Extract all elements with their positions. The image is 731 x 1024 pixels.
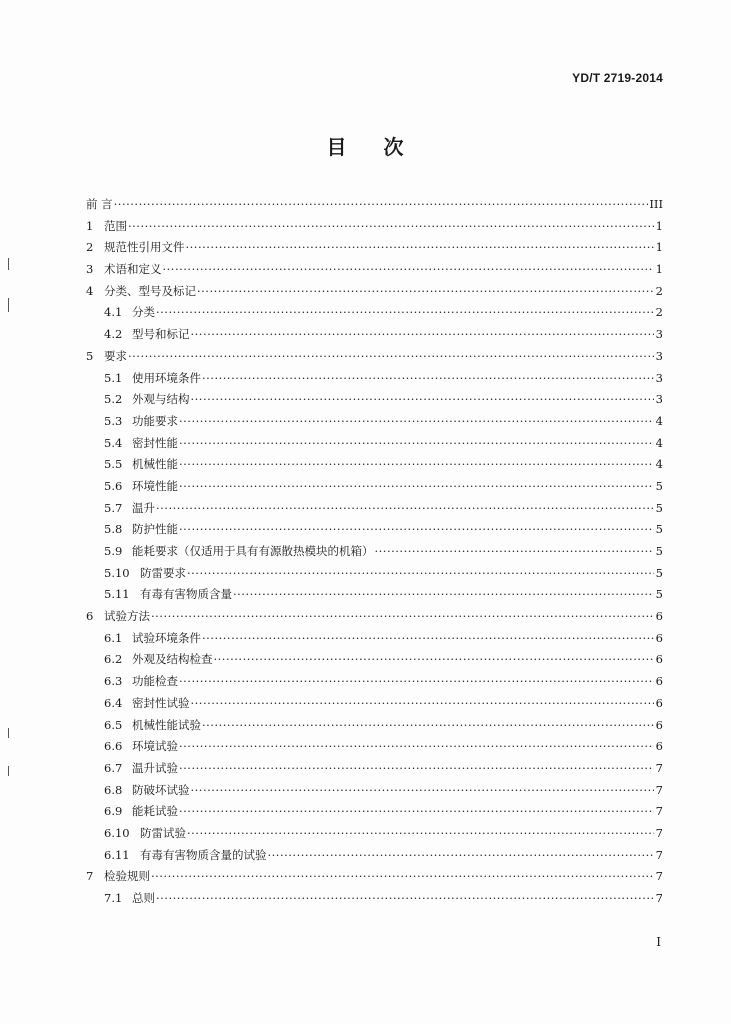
toc-entry-number: 4.1	[104, 305, 123, 320]
toc-leader-dots	[233, 584, 654, 606]
toc-entry[interactable]	[86, 801, 663, 823]
toc-entry-label: 检验规则	[104, 869, 150, 884]
toc-entry[interactable]	[86, 541, 663, 563]
table-of-contents	[86, 194, 663, 910]
toc-entry[interactable]	[86, 845, 663, 867]
toc-entry-page: 7	[655, 782, 663, 797]
toc-leader-dots	[151, 866, 654, 888]
toc-entry-page: 6	[655, 652, 663, 667]
toc-entry-label: 前 言	[86, 197, 113, 211]
toc-leader-dots	[163, 259, 655, 281]
toc-entry-number: 6	[86, 609, 94, 624]
toc-entry-number: 4.2	[104, 327, 123, 342]
toc-entry-page: 6	[655, 630, 663, 645]
toc-entry-page: 3	[655, 327, 663, 342]
toc-entry-label: 型号和标记	[132, 327, 190, 342]
toc-entry-number: 6.9	[104, 804, 123, 819]
toc-entry-number: 6.10	[104, 825, 130, 840]
toc-entry-label: 试验环境条件	[132, 630, 201, 645]
toc-entry-page: 7	[655, 869, 663, 884]
toc-entry-page: 7	[655, 760, 663, 775]
toc-entry-page: 2	[655, 283, 663, 298]
toc-entry[interactable]	[86, 368, 663, 390]
toc-entry-page: 5	[655, 587, 663, 602]
toc-entry[interactable]	[86, 324, 663, 346]
toc-entry-label: 术语和定义	[104, 262, 162, 277]
toc-leader-dots	[202, 368, 654, 390]
toc-entry[interactable]	[86, 346, 663, 368]
toc-entry-page: 5	[655, 478, 663, 493]
toc-entry-label: 规范性引用文件	[104, 240, 185, 255]
toc-entry[interactable]	[86, 237, 663, 259]
toc-leader-dots	[214, 649, 655, 671]
toc-leader-dots	[179, 758, 654, 780]
toc-entry-label: 使用环境条件	[132, 370, 201, 385]
toc-entry-label: 试验方法	[104, 609, 150, 624]
toc-entry[interactable]	[86, 606, 663, 628]
toc-entry-label: 外观及结构检查	[132, 652, 213, 667]
toc-entry-page: III	[649, 197, 663, 211]
toc-leader-dots	[191, 693, 655, 715]
toc-entry[interactable]	[86, 628, 663, 650]
toc-entry-number: 6.3	[104, 674, 123, 689]
toc-entry-label: 温升试验	[132, 760, 178, 775]
toc-entry[interactable]	[86, 411, 663, 433]
toc-entry-number: 5.4	[104, 435, 123, 450]
toc-leader-dots	[114, 194, 649, 216]
toc-leader-dots	[202, 628, 654, 650]
toc-entry[interactable]	[86, 389, 663, 411]
toc-entry-page: 7	[655, 891, 663, 905]
toc-entry[interactable]	[86, 281, 663, 303]
toc-entry[interactable]	[86, 194, 663, 216]
toc-entry-label: 防护性能	[132, 522, 178, 537]
toc-leader-dots	[179, 801, 654, 823]
toc-entry-number: 5.6	[104, 478, 123, 493]
toc-entry-page: 4	[655, 457, 663, 472]
toc-entry-number: 5	[86, 348, 94, 363]
toc-leader-dots	[179, 433, 654, 455]
toc-entry[interactable]	[86, 584, 663, 606]
toc-entry-number: 7	[86, 869, 94, 884]
toc-entry[interactable]	[86, 433, 663, 455]
scan-mark	[8, 766, 9, 776]
toc-entry[interactable]	[86, 519, 663, 541]
toc-leader-dots	[179, 736, 654, 758]
toc-entry-page: 5	[655, 522, 663, 537]
page-number: I	[656, 935, 661, 949]
toc-entry-page: 6	[655, 695, 663, 710]
toc-leader-dots	[197, 281, 654, 303]
toc-leader-dots	[179, 454, 654, 476]
toc-entry-page: 6	[655, 717, 663, 732]
toc-entry-number: 6.7	[104, 760, 123, 775]
toc-entry-number: 5.3	[104, 413, 123, 428]
toc-entry-number: 5.1	[104, 370, 123, 385]
toc-entry[interactable]	[86, 823, 663, 845]
toc-leader-dots	[187, 823, 654, 845]
toc-entry-number: 6.11	[104, 847, 130, 862]
toc-leader-dots	[179, 476, 654, 498]
toc-leader-dots	[179, 411, 654, 433]
toc-entry-label: 有毒有害物质含量	[140, 587, 232, 602]
toc-leader-dots	[179, 671, 654, 693]
toc-entry-label: 功能要求	[132, 413, 178, 428]
toc-entry[interactable]	[86, 780, 663, 802]
toc-leader-dots	[202, 715, 654, 737]
toc-entry-page: 7	[655, 804, 663, 819]
toc-entry-page: 5	[655, 565, 663, 580]
toc-entry[interactable]	[86, 736, 663, 758]
toc-entry-page: 4	[655, 435, 663, 450]
toc-leader-dots	[128, 346, 654, 368]
toc-entry[interactable]	[86, 888, 663, 910]
toc-entry-label: 能耗试验	[132, 804, 178, 819]
toc-entry-number: 6.2	[104, 652, 123, 667]
toc-entry-number: 1	[86, 218, 94, 233]
toc-entry[interactable]	[86, 715, 663, 737]
toc-entry[interactable]	[86, 563, 663, 585]
toc-entry-number: 2	[86, 240, 94, 255]
toc-leader-dots	[191, 780, 655, 802]
toc-entry-page: 5	[655, 500, 663, 515]
toc-entry-label: 密封性试验	[132, 695, 190, 710]
toc-entry-label: 环境性能	[132, 478, 178, 493]
toc-entry-number: 5.11	[104, 587, 130, 602]
toc-entry[interactable]	[86, 216, 663, 238]
toc-entry-number: 4	[86, 283, 94, 298]
toc-entry-page: 1	[655, 240, 663, 255]
toc-leader-dots	[268, 845, 655, 867]
scan-mark	[8, 258, 9, 270]
toc-entry-number: 5.10	[104, 565, 130, 580]
toc-entry-label: 机械性能试验	[132, 717, 201, 732]
toc-entry-number: 3	[86, 262, 94, 277]
toc-entry-number: 5.7	[104, 500, 123, 515]
toc-entry[interactable]	[86, 302, 663, 324]
toc-entry-number: 6.6	[104, 739, 123, 754]
toc-entry-label: 分类、型号及标记	[104, 283, 196, 298]
page-title: 目 次	[326, 135, 405, 159]
toc-entry-label: 总则	[132, 891, 155, 905]
toc-entry-label: 防雷要求	[140, 565, 186, 580]
toc-entry-page: 2	[655, 305, 663, 320]
toc-entry-number: 6.4	[104, 695, 123, 710]
toc-leader-dots	[375, 541, 655, 563]
toc-entry-page: 1	[655, 262, 663, 277]
toc-entry-number: 5.9	[104, 544, 123, 558]
toc-entry-page: 3	[655, 348, 663, 363]
toc-entry-label: 防雷试验	[140, 825, 186, 840]
toc-entry-number: 5.2	[104, 392, 123, 407]
toc-entry[interactable]	[86, 476, 663, 498]
toc-entry-number: 5.8	[104, 522, 123, 537]
toc-entry-number: 6.1	[104, 630, 123, 645]
toc-entry-page: 4	[655, 413, 663, 428]
toc-entry-page: 3	[655, 370, 663, 385]
toc-leader-dots	[191, 324, 655, 346]
toc-entry-page: 7	[655, 825, 663, 840]
toc-entry-label: 功能检查	[132, 674, 178, 689]
toc-leader-dots	[156, 302, 654, 324]
toc-entry-label: 机械性能	[132, 457, 178, 472]
toc-leader-dots	[191, 389, 655, 411]
scan-mark	[8, 728, 9, 738]
toc-entry-label: 有毒有害物质含量的试验	[140, 847, 267, 862]
toc-leader-dots	[156, 888, 654, 910]
toc-entry-page: 6	[655, 674, 663, 689]
scan-mark	[8, 298, 9, 312]
toc-entry-label: 外观与结构	[132, 392, 190, 407]
toc-entry-label: 要求	[104, 348, 127, 363]
toc-entry[interactable]	[86, 454, 663, 476]
standard-code: YD/T 2719-2014	[572, 71, 663, 85]
toc-entry-label: 密封性能	[132, 435, 178, 450]
toc-entry-number: 6.5	[104, 717, 123, 732]
toc-entry[interactable]	[86, 498, 663, 520]
toc-entry-label: 温升	[132, 500, 155, 515]
toc-entry[interactable]	[86, 866, 663, 888]
toc-entry-page: 1	[655, 218, 663, 233]
toc-entry-page: 3	[655, 392, 663, 407]
toc-entry[interactable]	[86, 671, 663, 693]
toc-entry-page: 7	[655, 847, 663, 862]
toc-leader-dots	[128, 216, 654, 238]
toc-entry-label: 环境试验	[132, 739, 178, 754]
toc-leader-dots	[179, 519, 654, 541]
toc-entry[interactable]	[86, 693, 663, 715]
toc-leader-dots	[151, 606, 654, 628]
toc-leader-dots	[186, 237, 655, 259]
toc-leader-dots	[156, 498, 654, 520]
toc-entry-label: 分类	[132, 305, 155, 320]
toc-entry-page: 6	[655, 609, 663, 624]
toc-entry-number: 5.5	[104, 457, 123, 472]
toc-entry[interactable]	[86, 758, 663, 780]
toc-entry[interactable]	[86, 259, 663, 281]
toc-entry[interactable]	[86, 649, 663, 671]
toc-leader-dots	[187, 563, 654, 585]
toc-entry-number: 7.1	[104, 891, 123, 905]
toc-entry-label: 能耗要求（仅适用于具有有源散热模块的机箱）	[132, 544, 374, 558]
toc-entry-label: 范围	[104, 218, 127, 233]
toc-entry-page: 5	[655, 544, 663, 558]
toc-entry-label: 防破坏试验	[132, 782, 190, 797]
toc-entry-number: 6.8	[104, 782, 123, 797]
toc-entry-page: 6	[655, 739, 663, 754]
